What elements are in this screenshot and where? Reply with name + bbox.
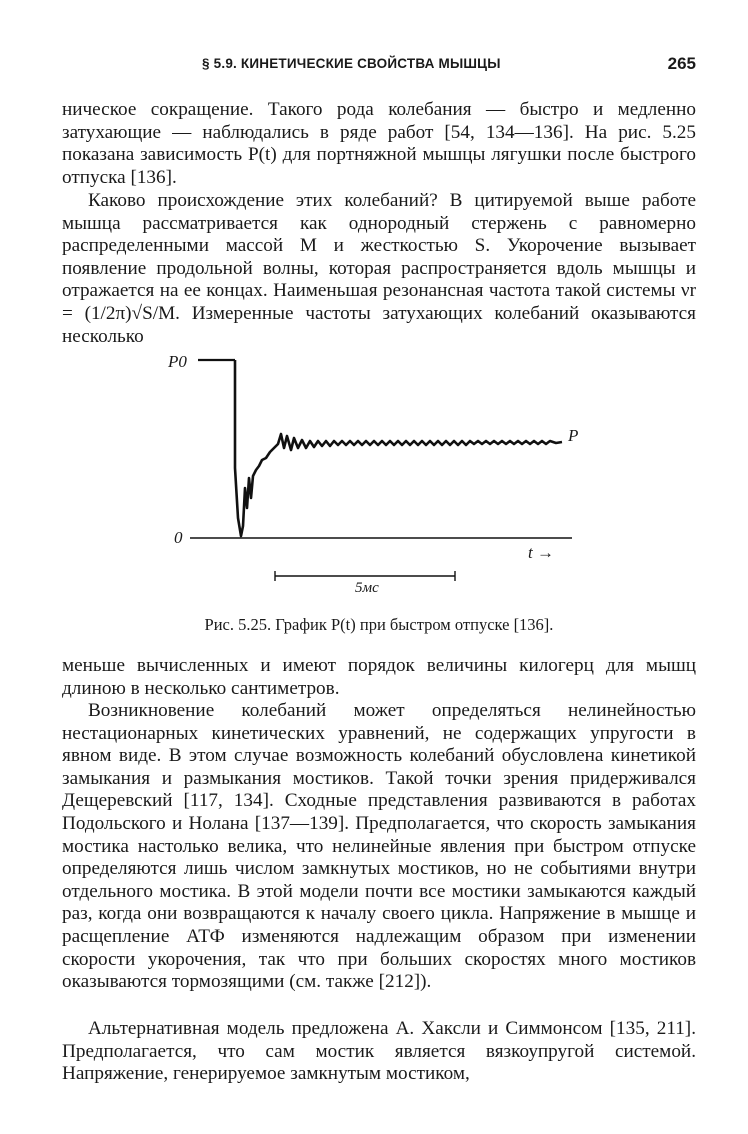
label-time-axis: t → [528, 543, 554, 562]
figure-caption: Рис. 5.25. График P(t) при быстром отпуске [136]. [204, 615, 554, 634]
label-p: P [568, 426, 579, 445]
paragraph-2: Каково происхождение этих колебаний? В цитируемой выше работе мышца рассматривается как однородный стержень с равномерно распределенными массой M и жесткостью S. Укорочение вызывает появление продольной волны, которая распространяется вдоль мышцы и отражается на ее концах. Наименьшая резонансная частота такой системы νr = (1/2π)√S/M. Измеренные частоты затухающих колебаний оказываются несколько [62, 190, 696, 347]
paragraph-4: Возникновение колебаний может определяться нелинейностью нестационарных кинетических уравнений, не содержащих упругости в явном виде. В этом случае возможность колебаний обусловлена кинетикой замыкания и размыкания мостиков. Такой точки зрения придерживался Дещеревский [117, 134]. Сходные представления развиваются в работах Подольского и Нолана [137—139]. Предполагается, что скорость замыкания мостика настолько велика, что нелинейные явления при быстром отпуске определяются лишь числом замкнутых мостиков, но не событиями внутри отдельного мостика. В этой модели почти все мостики замыкаются каждый раз, когда они возвращаются к началу своего цикла. Напряжение в мышце и расщепление АТФ изменяются надлежащим образом при изменении скорости укорочения, так что при больших скоростях много мостиков оказываются тормозящими (см. также [212]). [62, 700, 696, 993]
tension-curve [235, 360, 562, 536]
label-p0: P0 [168, 352, 187, 371]
label-scale: 5мс [355, 580, 379, 596]
paragraph-1: ническое сокращение. Такого рода колебания — быстро и медленно затухающие — наблюдались в ряде работ [54, 134—136]. На рис. 5.25 показана зависимость P(t) для портняжной мышцы лягушки после быстрого отпуска [136]. [62, 99, 696, 188]
paragraph-5: Альтернативная модель предложена А. Хаксли и Симмонсом [135, 211]. Предполагается, что сам мостик является вязкоупругой системой. Напряжение, генерируемое замкнутым мостиком, [62, 1018, 696, 1085]
label-zero: 0 [174, 528, 183, 547]
figure-5-25 [160, 348, 600, 608]
paragraph-3: меньше вычисленных и имеют порядок величины килогерц для мышц длиною в несколько сантиметров. [62, 655, 696, 699]
page-header [62, 54, 696, 78]
tension-trace-plot [160, 348, 600, 608]
page-number: 265 [667, 54, 696, 73]
running-head: § 5.9. КИНЕТИЧЕСКИЕ СВОЙСТВА МЫШЦЫ [202, 56, 501, 71]
